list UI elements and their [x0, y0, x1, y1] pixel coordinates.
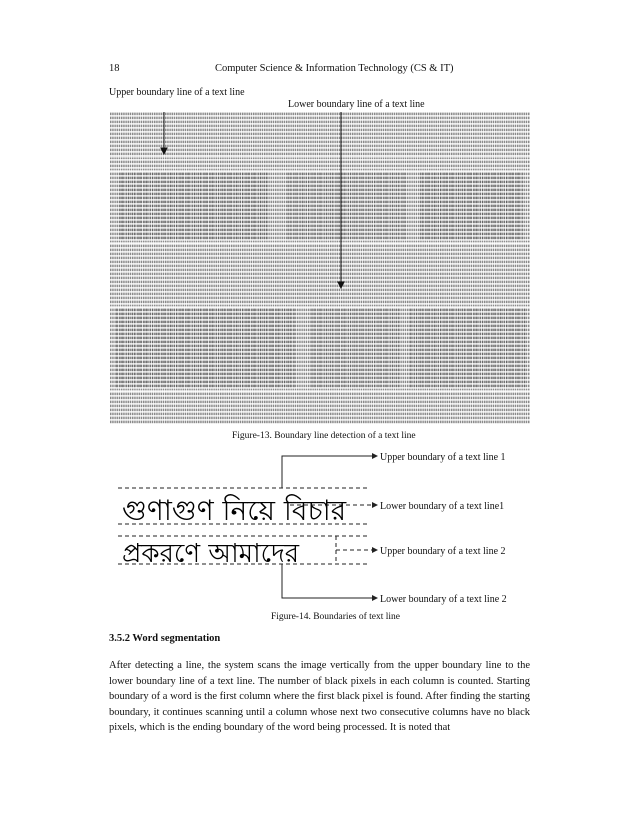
upper-boundary-1-label: Upper boundary of a text line 1: [380, 452, 506, 463]
body-paragraph: After detecting a line, the system scans the image vertically from the upper boundary line to the lower boundary line of a text line. The number of black pixels in each column is counted. Starting boundary of a word is the first column where the first black pixel is found. After finding the starting boundary, it continues scanning until a column whose next two consecutive columns have no black pixels, which is the ending boundary of the word being processed. It is noted that: [109, 660, 530, 733]
running-header: Computer Science & Information Technology (CS & IT): [215, 63, 454, 74]
section-heading: 3.5.2 Word segmentation: [109, 633, 221, 644]
figure-13-caption: Figure-13. Boundary line detection of a text line: [232, 431, 416, 441]
upper-boundary-label: Upper boundary line of a text line: [109, 87, 245, 98]
lower-boundary-1-label: Lower boundary of a text line1: [380, 501, 505, 512]
text-line-band-2: [110, 306, 530, 392]
boundaries-figure: [110, 448, 530, 610]
pixel-matrix-figure: [110, 112, 530, 424]
upper-boundary-2-label: Upper boundary of a text line 2: [380, 546, 506, 557]
page-number: 18: [109, 63, 120, 74]
figure-14-caption: Figure-14. Boundaries of text line: [271, 612, 401, 622]
bangla-word-line-2: প্রকরণে আমাদের: [122, 539, 300, 569]
bangla-word-line-1: গুণাগুণ নিয়ে বিচার: [122, 494, 347, 527]
lower-boundary-label: Lower boundary line of a text line: [288, 99, 425, 110]
lower-boundary-2-label: Lower boundary of a text line 2: [380, 594, 507, 605]
